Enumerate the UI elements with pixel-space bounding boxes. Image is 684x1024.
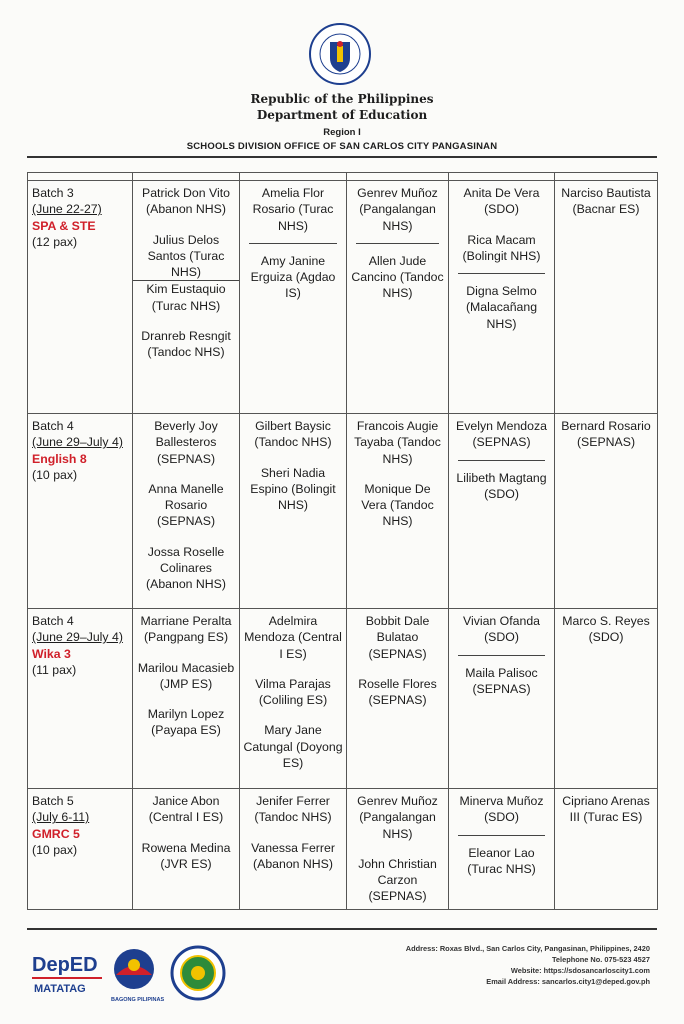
bagong-pilipinas-logo — [111, 949, 165, 1003]
assignee-cell — [449, 789, 555, 910]
assignee-entry: Francois Augie Tayaba (Tandoc NHS) — [354, 419, 441, 466]
assignee-cell — [133, 414, 240, 609]
assignee-entry: Vivian Ofanda (SDO) — [462, 614, 541, 645]
batch-pax: (11 pax) — [32, 662, 77, 677]
assignee-cell — [240, 181, 347, 414]
header-division-office: SCHOOLS DIVISION OFFICE OF SAN CARLOS CITY PANGASINAN — [186, 141, 498, 152]
assignee-entry: Roselle Flores (SEPNAS) — [358, 676, 437, 708]
batch-cell — [28, 789, 133, 910]
assignee-cell — [555, 414, 658, 609]
assignee-entry: Julius Delos Santos (Turac NHS) — [133, 232, 239, 282]
footer-telephone: Telephone No. 075-523 4527 — [551, 955, 650, 964]
assignee-entry: Evelyn Mendoza (SEPNAS) — [456, 419, 547, 450]
table-header-row — [28, 173, 658, 181]
assignee-entry: Vanessa Ferrer (Abanon NHS) — [251, 840, 335, 871]
assignee-entry: Bernard Rosario (SEPNAS) — [561, 419, 651, 450]
assignee-cell — [347, 414, 449, 609]
assignee-entry: Lilibeth Magtang (SDO) — [456, 470, 547, 501]
svg-text:DepED: DepED — [32, 954, 98, 976]
assignee-entry: Minerva Muñoz (SDO) — [459, 794, 544, 825]
sdo-seal-logo — [172, 947, 224, 999]
table-row — [28, 181, 658, 414]
batch-subject: Wika 3 — [32, 646, 71, 661]
svg-text:BAGONG PILIPINAS: BAGONG PILIPINAS — [111, 997, 165, 1003]
assignee-cell — [449, 609, 555, 789]
deped-matatag-logo — [32, 954, 102, 995]
assignee-cell — [133, 789, 240, 910]
assignee-cell — [555, 609, 658, 789]
assignee-entry: Rica Macam (Bolingit NHS) — [462, 232, 541, 263]
assignee-cell — [449, 181, 555, 414]
divider — [458, 655, 545, 656]
footer-rule — [27, 928, 657, 930]
batch-cell — [28, 181, 133, 414]
assignee-entry: Amelia Flor Rosario (Turac NHS) — [252, 186, 334, 233]
table-row — [28, 414, 658, 609]
divider — [356, 243, 439, 244]
assignee-entry: Digna Selmo (Malacañang NHS) — [465, 284, 538, 331]
batch-subject: SPA & STE — [32, 218, 96, 233]
assignee-cell — [347, 181, 449, 414]
batch-cell — [28, 609, 133, 789]
assignee-entry: Mary Jane Catungal (Doyong ES) — [243, 723, 343, 771]
footer-website[interactable]: Website: https://sdosancarloscity1.com — [510, 966, 650, 975]
batch-label: Batch 4 — [32, 419, 74, 433]
divider — [458, 273, 545, 274]
batch-subject: English 8 — [32, 451, 87, 466]
assignment-table — [27, 172, 658, 910]
assignee-entry: Marilou Macasieb (JMP ES) — [137, 660, 235, 691]
assignee-entry: Marco S. Reyes (SDO) — [562, 614, 650, 645]
assignee-cell — [347, 609, 449, 789]
deped-seal-logo — [308, 22, 372, 86]
assignee-entry: John Christian Carzon (SEPNAS) — [358, 856, 437, 904]
assignee-cell — [555, 789, 658, 910]
table-row — [28, 789, 658, 910]
assignee-entry: Beverly Joy Ballesteros (SEPNAS) — [154, 419, 218, 466]
header-region: Region I — [323, 127, 361, 138]
assignee-entry: Marriane Peralta (Pangpang ES) — [140, 614, 232, 645]
assignee-entry: Genrev Muñoz (Pangalangan NHS) — [357, 794, 438, 841]
footer-email[interactable]: Email Address: sancarlos.city1@deped.gov.ph — [486, 977, 650, 986]
assignee-entry: Sheri Nadia Espino (Bolingit NHS) — [250, 465, 336, 513]
assignee-entry: Anna Manelle Rosario (SEPNAS) — [148, 481, 224, 529]
batch-pax: (12 pax) — [32, 234, 78, 249]
assignee-cell — [555, 181, 658, 414]
svg-text:MATATAG: MATATAG — [34, 983, 86, 995]
assignee-entry: Allen Jude Cancino (Tandoc NHS) — [351, 253, 444, 301]
assignee-entry: Vilma Parajas (Coliling ES) — [255, 676, 331, 708]
assignee-entry: Patrick Don Vito (Abanon NHS) — [142, 186, 230, 217]
divider — [458, 460, 545, 461]
assignee-cell — [240, 414, 347, 609]
batch-dates: (July 6-11) — [32, 810, 90, 825]
batch-cell — [28, 414, 133, 609]
assignee-entry: Kim Eustaquio (Turac NHS) — [146, 282, 226, 313]
batch-subject: GMRC 5 — [32, 826, 80, 841]
assignee-entry: Eleanor Lao (Turac NHS) — [467, 845, 536, 876]
footer-contact — [406, 943, 650, 987]
batch-pax: (10 pax) — [32, 467, 78, 482]
header-rule — [27, 156, 657, 158]
assignee-entry: Monique De Vera (Tandoc NHS) — [361, 481, 434, 529]
header-department: Department of Education — [256, 108, 428, 122]
batch-dates: (June 29–July 4) — [32, 630, 123, 645]
assignee-entry: Anita De Vera (SDO) — [463, 186, 540, 217]
assignee-cell — [240, 789, 347, 910]
batch-label: Batch 4 — [32, 614, 74, 628]
assignee-cell — [347, 789, 449, 910]
assignee-entry: Narciso Bautista (Bacnar ES) — [561, 186, 651, 217]
batch-dates: (June 22-27) — [32, 202, 102, 217]
header-republic: Republic of the Philippines — [250, 92, 434, 106]
batch-label: Batch 3 — [32, 186, 74, 200]
assignee-cell — [133, 181, 240, 414]
assignee-entry: Bobbit Dale Bulatao (SEPNAS) — [365, 614, 430, 661]
assignee-entry: Jossa Roselle Colinares (Abanon NHS) — [146, 544, 226, 592]
assignee-entry: Dranreb Resngit (Tandoc NHS) — [141, 329, 231, 360]
batch-label: Batch 5 — [32, 794, 74, 808]
divider — [249, 243, 337, 244]
assignee-entry: Gilbert Baysic (Tandoc NHS) — [254, 419, 332, 450]
assignee-entry: Marilyn Lopez (Payapa ES) — [147, 707, 225, 738]
footer-address: Address: Roxas Blvd., San Carlos City, Pangasinan, Philippines, 2420 — [405, 944, 650, 953]
batch-dates: (June 29–July 4) — [32, 435, 123, 450]
divider — [458, 835, 545, 836]
assignee-entry: Cipriano Arenas III (Turac ES) — [562, 794, 650, 825]
batch-pax: (10 pax) — [32, 842, 78, 857]
assignee-cell — [240, 609, 347, 789]
assignee-entry: Amy Janine Erguiza (Agdao IS) — [250, 253, 336, 301]
assignee-entry: Janice Abon (Central I ES) — [148, 794, 224, 825]
table-row — [28, 609, 658, 789]
assignee-cell — [449, 414, 555, 609]
footer-logos — [30, 945, 230, 1005]
assignee-entry: Maila Palisoc (SEPNAS) — [465, 665, 538, 696]
assignee-entry: Rowena Medina (JVR ES) — [141, 840, 231, 871]
assignee-entry: Adelmira Mendoza (Central I ES) — [244, 614, 342, 661]
assignee-cell — [133, 609, 240, 789]
assignee-entry: Genrev Muñoz (Pangalangan NHS) — [357, 186, 438, 233]
assignee-entry: Jenifer Ferrer (Tandoc NHS) — [254, 794, 332, 825]
